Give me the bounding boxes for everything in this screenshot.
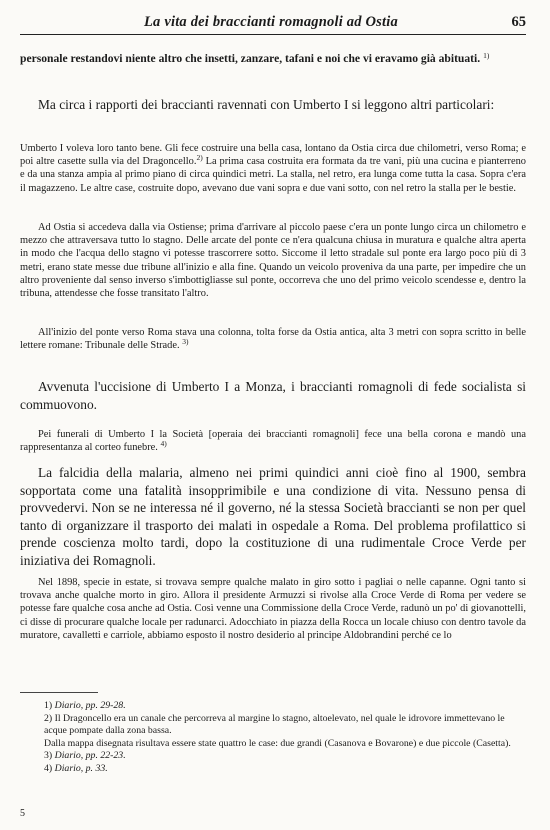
footnote-divider [20, 692, 98, 693]
footnote-ref: 2) [196, 153, 203, 163]
intro-paragraph: Ma circa i rapporti dei braccianti ravennati con Umberto I si leggono altri particolari: [38, 97, 495, 112]
footnote-number: 3) [44, 750, 53, 762]
footnote-text: Diario, p. 33. [54, 762, 108, 774]
quote-block [20, 142, 526, 195]
quote-text: La prima casa costruita era formata da tre vani, più una cucina e pianterreno e da una stanza ampia al primo piano di circa quindici metri. La stalla, nel retro, era lunga come tutta la casa. Sopra c'era il magazzeno. Le altre case, costruite dopo, avevano due vani sopra e due vani sotto, con nel retro la stalla per le bestie. [20, 156, 526, 194]
quote-text: Pei funerali di Umberto I la Società [operaia dei braccianti romagnoli] fece una bella corona e mandò una rappresentanza al corteo funebre. [20, 429, 526, 454]
quote-text: Umberto I voleva loro tanto bene. Gli fece costruire una bella casa, lontano da Ostia circa due chilometri, verso Roma; e poi altre casette sulla via del Dragoncello. [20, 143, 526, 168]
footer-mark: 5 [20, 808, 25, 819]
footnote-1 [20, 700, 526, 713]
footnote-number: 2) [44, 712, 53, 724]
running-title: La vita dei braccianti romagnoli ad Ostia [144, 14, 398, 30]
footnote-number: 1) [44, 700, 53, 711]
footnote-2 [20, 713, 526, 738]
quote-block: Nel 1898, specie in estate, si trovava sempre qualche malato in giro sotto i pagliai o nelle capanne. Ogni tanto si trovava anche qualche morto in giro. Allora il presidente Armuzzi si rivolse alla Croce Verde di Roma per vedere se potesse fare qualche cosa anche ad Ostia. Così venne una Commissione della Croce Verde, radunò un po' di giovanottelli, ci disse di procurare qualche locale per radunarci. Adocchiato in piazza della Rocca un locale chiuso con dentro tavole da muratore, cavalletti e carriole, abbiamo esposto il nostro desiderio al principe Aldobrandini perché ce lo [20, 577, 526, 641]
footnote-4 [20, 763, 526, 776]
paragraph-continuation [20, 52, 526, 65]
footnote-3 [20, 750, 526, 763]
footnote-text: Il Dragoncello era un canale che percorreva al margine lo stagno, altoelevato, nel quale le idrovore immettevano le acque pompate dalla zona bassa. [44, 712, 505, 737]
quote-text: All'inizio del ponte verso Roma stava una colonna, tolta forse da Ostia antica, alta 3 metri con sopra scritto in belle lettere romane: Tribunale delle Strade. [20, 327, 526, 352]
intro-paragraph: Avvenuta l'uccisione di Umberto I a Monza, i braccianti romagnoli di fede socialista si commuovono. [20, 379, 526, 412]
quote-block [20, 428, 526, 454]
footnotes [20, 700, 526, 776]
footnote-2-continuation: Dalla mappa disegnata risultava essere state quattro le case: due grandi (Casanova e Bovarone) e due piccole (Casetta). [44, 737, 511, 749]
footnote-ref: 4) [160, 439, 167, 449]
footnote-text: Diario, pp. 22-23. [54, 750, 126, 762]
body-paragraph: La falcidia della malaria, almeno nei primi quindici anni cioè fino al 1900, sembra sopportata come una fatalità insopprimibile e una condizione di vita. Nessuno pensa di provvedervi. Non se ne interessa né il governo, né la stessa Società braccianti se non per quel tanto di organizzare il trasporto dei malati in ospedale a Roma. Del problema profilattico si prende coscienza molto tardi, dopo la costituzione di una rudimentale Croce Verde per iniziativa dei Romagnoli. [20, 465, 526, 568]
quote-block: Ad Ostia si accedeva dalla via Ostiense; prima d'arrivare al piccolo paese c'era un ponte lungo circa un chilometro e mezzo che attraversava tutto lo stagno. Delle arcate del ponte ce n'era qualcuna chiusa in muratura e qualche altra aperta in modo che l'acqua dello stagno vi potesse trascorrere sotto. Siccome il letto stradale sul ponte era largo poco più di 3 metri, erano state messe due tribune all'inizio e alla fine. Quando un veicolo proveniva da una parte, per impedire che un altro proveniente dal senso inverso s'imbottigliasse sul ponte, occorreva che uno del primo veicolo scendesse e, dentro la tribuna, attendesse che fosse transitato l'altro. [20, 222, 526, 300]
footnote-ref: 3) [182, 337, 189, 347]
page-number: 65 [511, 14, 526, 30]
footnote-text: Diario, pp. 29-28. [54, 700, 126, 711]
running-header [20, 12, 526, 35]
quote-block [20, 326, 526, 352]
footnote-number: 4) [44, 762, 53, 774]
footnote-ref: 1) [483, 51, 490, 60]
paragraph-text: personale restandovi niente altro che insetti, zanzare, tafani e noi che vi eravamo già abituati. [20, 52, 481, 65]
